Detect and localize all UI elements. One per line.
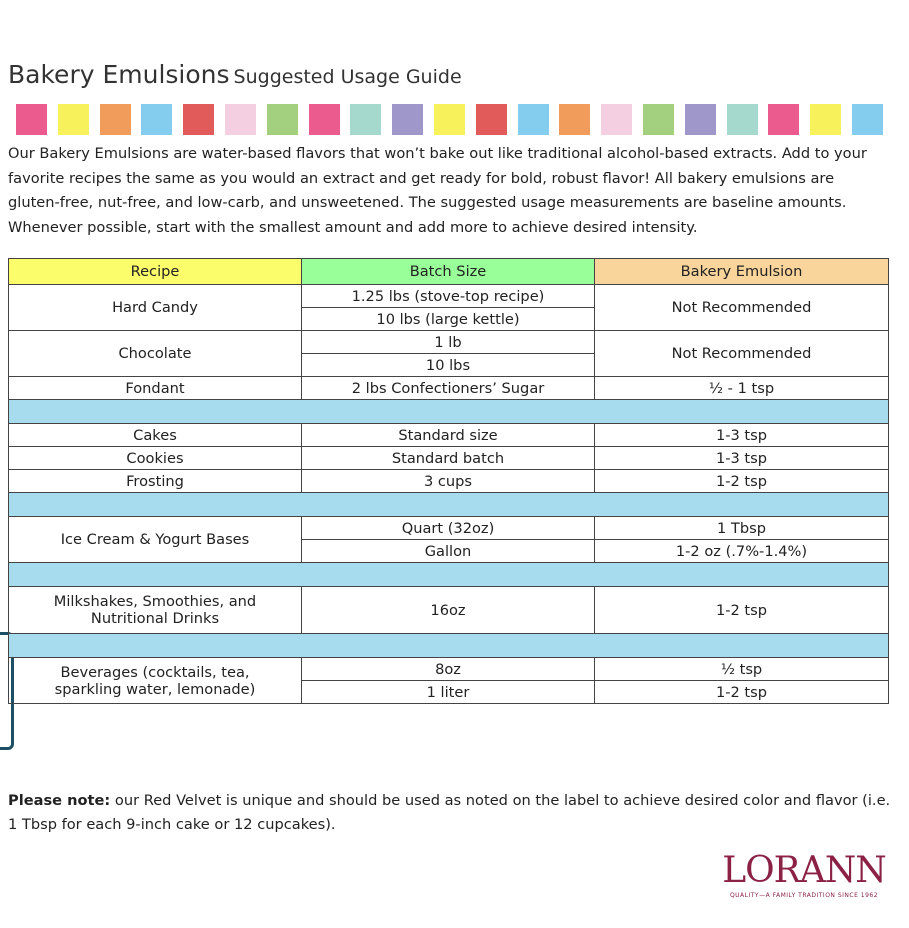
batch-cell: 3 cups xyxy=(302,470,595,493)
recipe-cell xyxy=(9,658,302,704)
recipe-cell: Ice Cream & Yogurt Bases xyxy=(9,517,302,563)
table-row xyxy=(9,470,889,493)
table-row xyxy=(9,658,889,681)
batch-cell: 2 lbs Confectioners’ Sugar xyxy=(302,377,595,400)
color-swatch xyxy=(309,104,340,135)
header-bakery-emulsion: Bakery Emulsion xyxy=(595,259,889,285)
separator-row xyxy=(9,400,889,424)
color-swatch xyxy=(518,104,549,135)
batch-cell: Gallon xyxy=(302,540,595,563)
recipe-cell: Cakes xyxy=(9,424,302,447)
recipe-cell xyxy=(9,587,302,634)
header-batch-size: Batch Size xyxy=(302,259,595,285)
emulsion-cell: Not Recommended xyxy=(595,331,889,377)
intro-paragraph: Our Bakery Emulsions are water-based flavors that won’t bake out like traditional alcohol-based extracts. Add to your favorite recipes the same as you would an extract and get ready for bold, robust flavor! All bakery emulsions are gluten-free, nut-free, and low-carb, and unsweetened. The suggested usage measurements are baseline amounts. Whenever possible, start with the smallest amount and add more to achieve desired intensity. xyxy=(8,145,867,236)
color-swatch xyxy=(559,104,590,135)
separator-cell xyxy=(9,634,889,658)
table-header-row xyxy=(9,259,889,285)
emulsion-cell: 1 Tbsp xyxy=(595,517,889,540)
color-swatch xyxy=(392,104,423,135)
color-swatch xyxy=(58,104,89,135)
color-swatch xyxy=(810,104,841,135)
separator-cell xyxy=(9,400,889,424)
color-swatch xyxy=(476,104,507,135)
color-swatch xyxy=(225,104,256,135)
color-swatch xyxy=(727,104,758,135)
emulsion-cell: ½ - 1 tsp xyxy=(595,377,889,400)
recipe-cell: Chocolate xyxy=(9,331,302,377)
logo-tagline: QUALITY—A FAMILY TRADITION SINCE 1962 xyxy=(729,892,879,899)
color-swatch xyxy=(601,104,632,135)
header-recipe: Recipe xyxy=(9,259,302,285)
batch-cell: 16oz xyxy=(302,587,595,634)
logo-wordmark: LORANN xyxy=(722,850,886,891)
batch-cell: 1 liter xyxy=(302,681,595,704)
separator-row xyxy=(9,493,889,517)
separator-cell xyxy=(9,493,889,517)
recipe-line: Milkshakes, Smoothies, and xyxy=(53,593,257,610)
table-row xyxy=(9,517,889,540)
footnote xyxy=(8,789,898,837)
batch-cell: 1 lb xyxy=(302,331,595,354)
batch-cell: 1.25 lbs (stove-top recipe) xyxy=(302,285,595,308)
emulsion-cell: 1-2 tsp xyxy=(595,681,889,704)
recipe-cell: Cookies xyxy=(9,447,302,470)
recipe-line: sparkling water, lemonade) xyxy=(54,680,256,698)
recipe-cell: Hard Candy xyxy=(9,285,302,331)
note-label: Please note: xyxy=(8,792,111,809)
separator-row xyxy=(9,563,889,587)
color-swatch xyxy=(852,104,883,135)
color-swatch xyxy=(768,104,799,135)
color-swatch xyxy=(685,104,716,135)
separator-row xyxy=(9,634,889,658)
table-row xyxy=(9,331,889,354)
table-row xyxy=(9,377,889,400)
color-swatch xyxy=(267,104,298,135)
table-row xyxy=(9,424,889,447)
batch-cell: 10 lbs (large kettle) xyxy=(302,308,595,331)
emulsion-cell: 1-2 tsp xyxy=(595,587,889,634)
color-swatch xyxy=(100,104,131,135)
emulsion-cell: 1-2 oz (.7%-1.4%) xyxy=(595,540,889,563)
emulsion-cell: 1-2 tsp xyxy=(595,470,889,493)
batch-cell: 10 lbs xyxy=(302,354,595,377)
emulsion-cell: 1-3 tsp xyxy=(595,424,889,447)
note-text: our Red Velvet is unique and should be used as noted on the label to achieve desired color and flavor (i.e. 1 Tbsp for each 9-inch cake or 12 cupcakes). xyxy=(8,792,891,833)
table-row xyxy=(9,447,889,470)
color-swatch xyxy=(16,104,47,135)
batch-cell: 8oz xyxy=(302,658,595,681)
color-swatch xyxy=(643,104,674,135)
table-row xyxy=(9,587,889,634)
usage-table xyxy=(8,258,889,704)
batch-cell: Quart (32oz) xyxy=(302,517,595,540)
table-row xyxy=(9,285,889,308)
title-sub: Suggested Usage Guide xyxy=(233,66,462,88)
page-title xyxy=(8,60,462,89)
title-main: Bakery Emulsions xyxy=(8,60,230,89)
color-swatch xyxy=(183,104,214,135)
recipe-cell: Fondant xyxy=(9,377,302,400)
color-swatch xyxy=(141,104,172,135)
emulsion-cell: Not Recommended xyxy=(595,285,889,331)
recipe-line: Beverages (cocktails, tea, xyxy=(60,663,250,681)
batch-cell: Standard size xyxy=(302,424,595,447)
recipe-line: Nutritional Drinks xyxy=(90,610,220,627)
lorann-logo xyxy=(718,852,890,899)
emulsion-cell: 1-3 tsp xyxy=(595,447,889,470)
emulsion-cell: ½ tsp xyxy=(595,658,889,681)
color-swatch xyxy=(350,104,381,135)
color-swatch xyxy=(434,104,465,135)
separator-cell xyxy=(9,563,889,587)
recipe-cell: Frosting xyxy=(9,470,302,493)
batch-cell: Standard batch xyxy=(302,447,595,470)
